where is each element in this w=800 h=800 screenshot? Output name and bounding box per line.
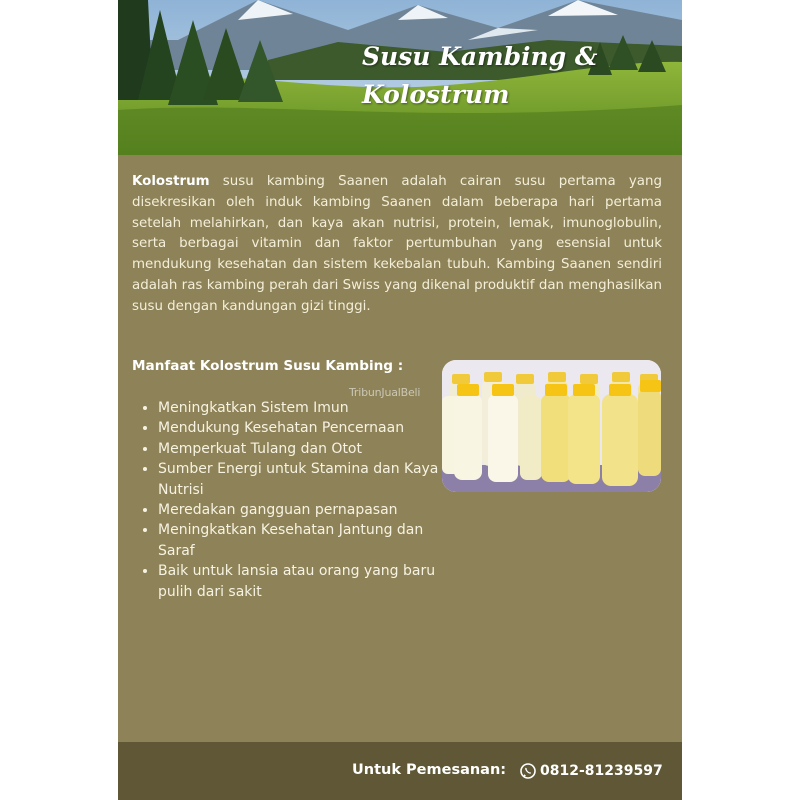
footer-bar <box>118 742 682 800</box>
benefit-item: • Memperkuat Tulang dan Otot <box>158 439 458 459</box>
benefit-item: • Mendukung Kesehatan Pencernaan <box>158 418 458 438</box>
intro-lead: Kolostrum <box>132 174 210 189</box>
phone-number[interactable]: 0812-81239597 <box>540 763 663 779</box>
milk-bottles-image <box>442 360 661 492</box>
page-title: Susu Kambing & Kolostrum <box>362 42 598 109</box>
benefit-item: • Baik untuk lansia atau orang yang baru pulih dari sakit <box>158 561 458 602</box>
whatsapp-icon <box>520 763 536 779</box>
poster <box>118 0 682 800</box>
watermark: TribunJualBeli <box>349 386 421 399</box>
benefit-item: • Meredakan gangguan pernapasan <box>158 500 458 520</box>
order-label: Untuk Pemesanan: <box>352 762 507 778</box>
benefit-item: • Meningkatkan Kesehatan Jantung dan Saraf <box>158 520 458 561</box>
benefit-item: • Sumber Energi untuk Stamina dan Kaya Nutrisi <box>158 459 458 500</box>
intro-body: susu kambing Saanen adalah cairan susu pertama yang disekresikan oleh induk kambing Saanen dalam beberapa hari pertama setelah melahirkan, dan kaya akan nutrisi, protein, lemak, imunoglobulin, serta berbagai vitamin dan faktor pertumbuhan yang esensial untuk mendukung kesehatan dan sistem kekebalan tubuh. Kambing Saanen sendiri adalah ras kambing perah dari Swiss yang dikenal produktif dan menghasilkan susu dengan kandungan gizi tinggi. <box>132 174 662 314</box>
benefits-list <box>140 398 458 602</box>
product-photo <box>442 360 661 492</box>
benefits-heading: Manfaat Kolostrum Susu Kambing : <box>132 358 404 374</box>
intro-paragraph <box>132 172 662 318</box>
benefit-item: • Meningkatkan Sistem Imun <box>158 398 458 418</box>
header-banner <box>118 0 682 155</box>
